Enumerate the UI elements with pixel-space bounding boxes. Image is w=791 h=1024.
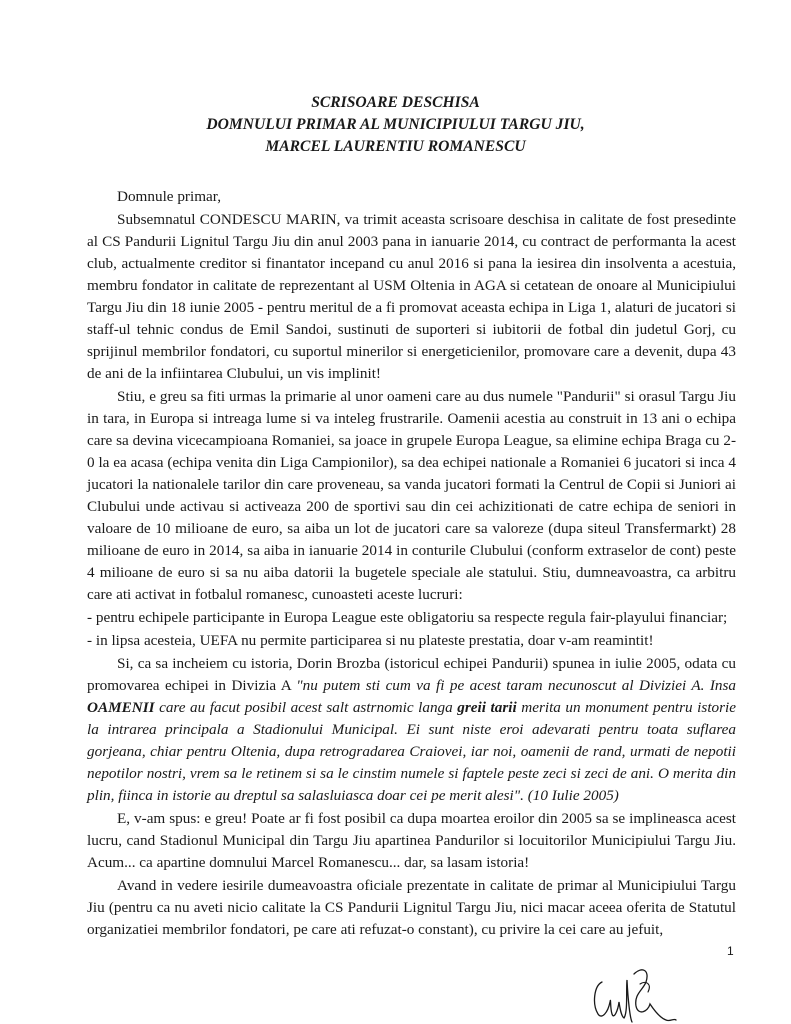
letter-body bbox=[87, 186, 736, 942]
handwritten-signature-icon bbox=[590, 960, 680, 1024]
list-item-fair-play: - pentru echipele participante in Europa League este obligatoriu sa respecte regula fair-playului financiar; bbox=[87, 609, 728, 626]
title-line-2: DOMNULUI PRIMAR AL MUNICIPIULUI TARGU JIU, bbox=[206, 116, 585, 133]
paragraph-1: Subsemnatul CONDESCU MARIN, va trimit aceasta scrisoare deschisa in calitate de fost presedinte al CS Pandurii Lignitul Targu Jiu din anul 2003 pana in ianuarie 2014, cu contract de performanta la acest club, actualmente creditor si finantator incepand cu anul 2016 si pana la iesirea din insolventa a acestuia, membru fondator in calitate de reprezentant al USM Oltenia in AGA si cetatean de onoare al Municipiului Targu Jiu din 18 iunie 2005 - pentru meritul de a fi promovat aceasta echipa in Liga 1, alaturi de jucatori si staff-ul tehnic condus de Emil Sandoi, sustinuti de suporteri si iubitorii de fotbal din judetul Gorj, cu sprijinul membrilor fondatori, cu suportul minerilor si energeticienilor, promovare care a devenit, dupa 43 de ani de la infiintarea Clubului, un vis implinit! bbox=[87, 211, 736, 382]
salutation: Domnule primar, bbox=[117, 188, 221, 205]
letter-title bbox=[60, 92, 731, 158]
quote-bold-greii-tarii: greii tarii bbox=[457, 699, 517, 716]
quote-bold-oamenii: OAMENII bbox=[87, 699, 155, 716]
list-item-uefa: - in lipsa acesteia, UEFA nu permite participarea si nu plateste prestatia, doar v-am reamintit! bbox=[87, 632, 654, 649]
quote-part-2: care au facut posibil acest salt astrnomic langa bbox=[154, 699, 458, 716]
paragraph-4: E, v-am spus: e greu! Poate ar fi fost posibil ca dupa moartea eroilor din 2005 sa se implineasca acest lucru, cand Stadionul Municipal din Targu Jiu apartinea Pandurilor si locuitorilor Municipiului Targu Jiu. Acum... ca apartine domnului Marcel Romanescu... dar, sa lasam istoria! bbox=[87, 810, 736, 871]
quote-part-3: merita un monument pentru istorie la intrarea principala a Stadionului Municipal. Ei sunt niste eroi adevarati pentru toata suflarea gorjeana, chiar pentru Oltenia, dupa retrogradarea Craiovei, iar noi, oamenii de rand, urmati de nepotii nepotilor nostri, vrem sa le retinem si sa le cinstim numele si faptele peste zeci si zeci de ani. O merita din plin, fiinca in istorie au dreptul sa salasluiasca doar cei pe merit alesi". (10 Iulie 2005) bbox=[87, 699, 736, 804]
quote-part-1: "nu putem sti cum va fi pe acest taram necunoscut al Diviziei A. Insa bbox=[296, 677, 736, 694]
title-line-1: SCRISOARE DESCHISA bbox=[311, 94, 480, 111]
paragraph-5: Avand in vedere iesirile dumeavoastra oficiale prezentate in calitate de primar al Municipiului Targu Jiu (pentru ca nu aveti nicio calitate la CS Pandurii Lignitul Targu Jiu, nici macar aceea oferita de Statutul organizatiei membrilor fondatori, pe care ati refuzat-o constant), cu privire la cei care au jefuit, bbox=[87, 877, 736, 938]
title-line-3: MARCEL LAURENTIU ROMANESCU bbox=[265, 138, 526, 155]
paragraph-3-lead: Si, ca sa incheiem cu istoria, Dorin Brozba (istoricul echipei Pandurii) spunea in iulie 2005, odata cu promovarea echipei in Divizia A bbox=[87, 655, 736, 694]
paragraph-3 bbox=[87, 653, 736, 807]
page-number: 1 bbox=[727, 944, 734, 958]
paragraph-2: Stiu, e greu sa fiti urmas la primarie al unor oameni care au dus numele "Pandurii" si orasul Targu Jiu in tara, in Europa si intreaga lume si va inteleg frustrarile. Oamenii acestia au construit in 13 ani o echipa care sa devina vicecampioana Romaniei, sa joace in grupele Europa League, sa elimine echipa Braga cu 2-0 la ea acasa (echipa venita din Liga Campionilor), sa dea echipei nationale a Romaniei 6 jucatori si inca 4 jucatori la nationalele tarilor din care proveneau, sa vanda jucatori formati la Centrul de Copii si Juniori ai Clubului unde activau si activeaza 200 de sportivi sau din cei achizitionati de catre echipa de seniori in valoare de 10 milioane de euro, sa aiba un lot de jucatori care sa valoreze (dupa siteul Transfermarkt) 28 milioane de euro in 2014, sa aiba in ianuarie 2014 in conturile Clubului (conform extraselor de cont) peste 4 milioane de euro si sa nu aiba datorii la bugetele speciale ale statului. Stiu, dumneavoastra, ca arbitru care ati activat in fotbalul romanesc, cunoasteti aceste lucruri: bbox=[87, 388, 736, 603]
